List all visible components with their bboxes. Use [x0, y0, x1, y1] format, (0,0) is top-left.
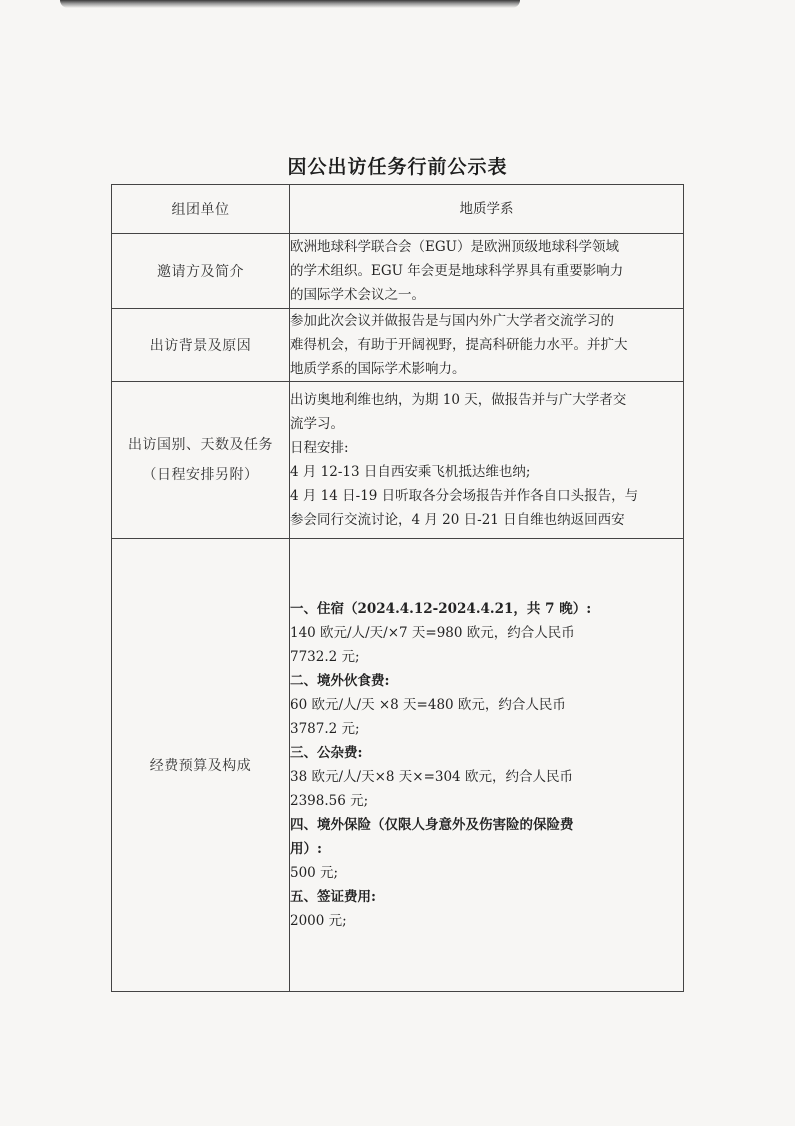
budget-item-detail: 2398.56 元;	[290, 793, 369, 809]
budget-item-detail: 2000 元;	[290, 913, 347, 929]
unit-value: 地质学系	[290, 185, 684, 234]
trip-line: 流学习。	[290, 416, 344, 432]
budget-item-detail: 38 欧元/人/天×8 天×=304 欧元，约合人民币	[290, 769, 573, 785]
table-row-trip	[112, 382, 684, 539]
table-row-reason	[112, 309, 684, 382]
page-title: 因公出访任务行前公示表	[287, 156, 508, 178]
invite-line: 欧洲地球科学联合会（EGU）是欧洲顶级地球科学领域	[290, 239, 620, 255]
trip-line: 日程安排:	[290, 440, 349, 456]
trip-line: 4 月 14 日-19 日听取各分会场报告并作各自口头报告，与	[290, 488, 639, 504]
budget-item-heading: 四、境外保险（仅限人身意外及伤害险的保险费	[290, 817, 574, 833]
reason-line: 参加此次会议并做报告是与国内外广大学者交流学习的	[290, 313, 614, 329]
table-row-budget	[112, 539, 684, 992]
budget-item-detail: 7732.2 元;	[290, 649, 360, 665]
invite-value	[290, 234, 684, 309]
budget-label: 经费预算及构成	[112, 539, 290, 992]
budget-item-detail: 140 欧元/人/天/×7 天=980 欧元，约合人民币	[290, 625, 575, 641]
invite-line: 的国际学术会议之一。	[290, 287, 425, 303]
budget-item-detail: 500 元;	[290, 865, 339, 881]
budget-item-heading: 二、境外伙食费:	[290, 673, 390, 689]
budget-value	[290, 539, 684, 992]
invite-label: 邀请方及简介	[112, 234, 290, 309]
budget-item-heading: 五、签证费用:	[290, 889, 376, 905]
reason-label: 出访背景及原因	[112, 309, 290, 382]
trip-label	[112, 382, 290, 539]
unit-label: 组团单位	[112, 185, 290, 234]
budget-item-heading: 一、住宿（2024.4.12-2024.4.21，共 7 晚）:	[290, 601, 592, 617]
table-row-invite	[112, 234, 684, 309]
budget-item-heading: 三、公杂费:	[290, 745, 363, 761]
trip-value	[290, 382, 684, 539]
trip-line: 出访奥地利维也纳，为期 10 天，做报告并与广大学者交	[290, 392, 627, 408]
budget-item-heading-cont: 用）:	[290, 841, 322, 857]
scan-edge-shadow	[60, 0, 520, 8]
table-row-unit	[112, 185, 684, 234]
budget-item-detail: 3787.2 元;	[290, 721, 360, 737]
invite-line: 的学术组织。EGU 年会更是地球科学界具有重要影响力	[290, 263, 624, 279]
notice-table	[111, 184, 684, 992]
budget-item-detail: 60 欧元/人/天 ×8 天=480 欧元，约合人民币	[290, 697, 566, 713]
trip-line: 4 月 12-13 日自西安乘飞机抵达维也纳;	[290, 464, 531, 480]
trip-label-line: 出访国别、天数及任务	[128, 437, 273, 453]
reason-line: 地质学系的国际学术影响力。	[290, 361, 466, 377]
reason-line: 难得机会，有助于开阔视野，提高科研能力水平。并扩大	[290, 337, 628, 353]
trip-line: 参会同行交流讨论，4 月 20 日-21 日自维也纳返回西安	[290, 512, 625, 528]
reason-value	[290, 309, 684, 382]
trip-label-note: （日程安排另附）	[142, 467, 259, 483]
